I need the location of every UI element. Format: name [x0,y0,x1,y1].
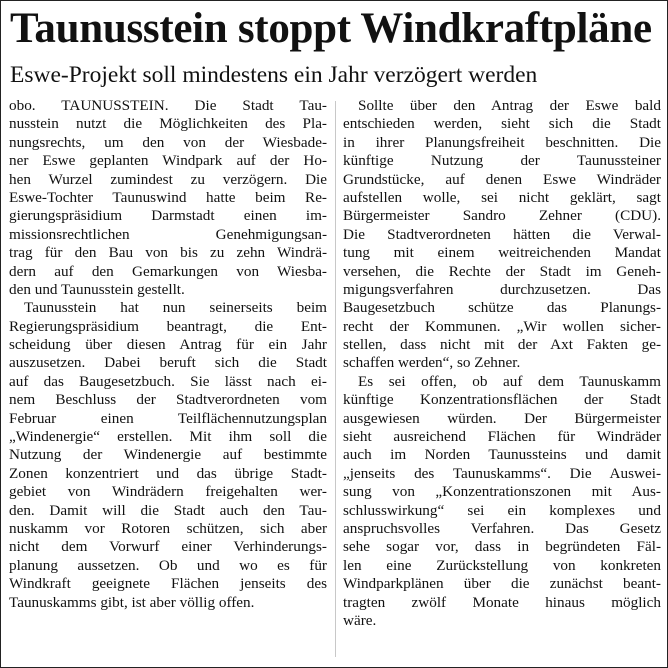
article-text-line: stellen, dass nicht mit der Axt Fakten ge- [343,336,661,354]
article-text-line: nungsrechts, um den von der Wiesbade- [9,133,327,151]
article-text-line: den. Damit will die Stadt auch den Tau- [9,501,327,519]
article-text-line: „Windenergie“ erstellen. Mit ihm soll die [9,428,327,446]
article-text-line: Regierungspräsidium beantragt, die Ent- [9,317,327,335]
article-text-line: den und Taunusstein gestellt. [9,280,185,298]
article-text-line: wäre. [343,611,377,629]
article-text-line: scheidung über diesen Antrag für ein Jahr [9,336,327,354]
article-text-line: sieht ausreichend Flächen für Windräder [343,428,661,446]
subheadline: Eswe-Projekt soll mindestens ein Jahr verzögert werden [10,62,538,88]
article-text-line: Grundstücke, auf denen Eswe Windräder [343,170,661,188]
article-text-line: „jenseits des Taunuskamms“. Die Auswei- [343,464,661,482]
article-text-line: missionsrechtlichen Genehmigungsan- [9,225,327,243]
article-text-line: planung aussetzen. Ob und wo es für [9,556,327,574]
article-text-line: sehe sogar vor, dass in begründeten Fäl- [343,538,661,556]
article-text-line: Es sei offen, ob auf dem Taunuskamm [358,372,661,390]
article-text-line: ner Eswe geplanten Windpark auf der Ho- [9,152,327,170]
article-text-line: anspruchsvolles Verfahren. Das Gesetz [343,519,661,537]
article-text-line: auszusetzen. Dabei beruft sich die Stadt [9,354,327,372]
article-text-line: Die Stadtverordneten hätten die Verwal- [343,225,661,243]
article-text-line: in ihrer Planungsfreiheit beschnitten. Die [343,133,661,151]
article-text-line: ausgewiesen würden. Der Bürgermeister [343,409,661,427]
article-text-line: hen Wurzel zumindest zu verzögern. Die [9,170,327,188]
article-text-line: gierungspräsidium Darmstadt einen im- [9,207,327,225]
column-divider [335,101,336,657]
article-text-line: nem Beschluss der Stadtverordneten vom [9,391,327,409]
article-text-line: versehen, die Rechte der Stadt im Geneh- [343,262,661,280]
article-column-left [9,97,327,612]
article-text-line: dern auf den Gemarkungen von Wiesba- [9,262,327,280]
article-text-line: migungsverfahren durchzusetzen. Das [343,280,661,298]
article-text-line: len eine Zurückstellung von konkreten [343,556,661,574]
article-text-line: tragten zwölf Monate hinaus möglich [343,593,661,611]
article-column-right [343,97,661,630]
article-text-line: tung mit einem weitreichenden Mandat [343,244,661,262]
article-text-line: schlusswirkung“ sei ein komplexes und [343,501,661,519]
article-text-line: gebiet von Windrädern freigehalten wer- [9,483,327,501]
article-text-line: nusstein nutzt die Möglichkeiten des Pla- [9,115,327,133]
article-text-line: Eswe-Tochter Taunuswind hatte beim Re- [9,188,327,206]
article-text-line: Taunusstein hat nun seinerseits beim [24,299,327,317]
article-text-line: schaffen werden“, so Zehner. [343,354,521,372]
article-text-line: nuskamm vor Rotoren schützen, sich aber [9,519,327,537]
article-text-line: recht der Kommunen. „Wir wollen sicher- [343,317,661,335]
article-text-line: Baugesetzbuch schütze das Planungs- [343,299,661,317]
article-text-line: auch im Norden Taunussteins und damit [343,446,661,464]
article-text-line: Bürgermeister Sandro Zehner (CDU). [343,207,661,225]
article-text-line: künftige Konzentrationsflächen der Stadt [343,391,661,409]
article-text-line: Taunuskamms gibt, ist aber völlig offen. [9,593,255,611]
article-text-line: auf das Baugesetzbuch. Sie lässt nach ei- [9,372,327,390]
article-text-line: Windkraft geeignete Flächen jenseits des [9,575,327,593]
article-text-line: Nutzung der Windenergie auf bestimmte [9,446,327,464]
article-text-line: Windparkplänen über die zunächst beant- [343,575,661,593]
article-text-line: nicht dem Vorwurf einer Verhinderungs- [9,538,327,556]
article-text-line: Zonen konzentriert und das übrige Stadt- [9,464,327,482]
headline: Taunusstein stoppt Windkraftpläne [10,5,652,52]
article-text-line: künftige Nutzung der Taunussteiner [343,152,661,170]
article-text-line: Sollte über den Antrag der Eswe bald [358,97,661,114]
article-text-line: aufstellen wolle, sei nicht geklärt, sagt [343,188,661,206]
article-text-line: entschieden werden, sieht sich die Stadt [343,115,661,133]
article-text-line: trag für den Bau von bis zu zehn Windrä- [9,244,327,262]
article-text-line: Februar einen Teilflächennutzungsplan [9,409,327,427]
article-text-line: obo. TAUNUSSTEIN. Die Stadt Tau- [9,97,327,114]
article-text-line: sung von „Konzentrationszonen mit Aus- [343,483,661,501]
